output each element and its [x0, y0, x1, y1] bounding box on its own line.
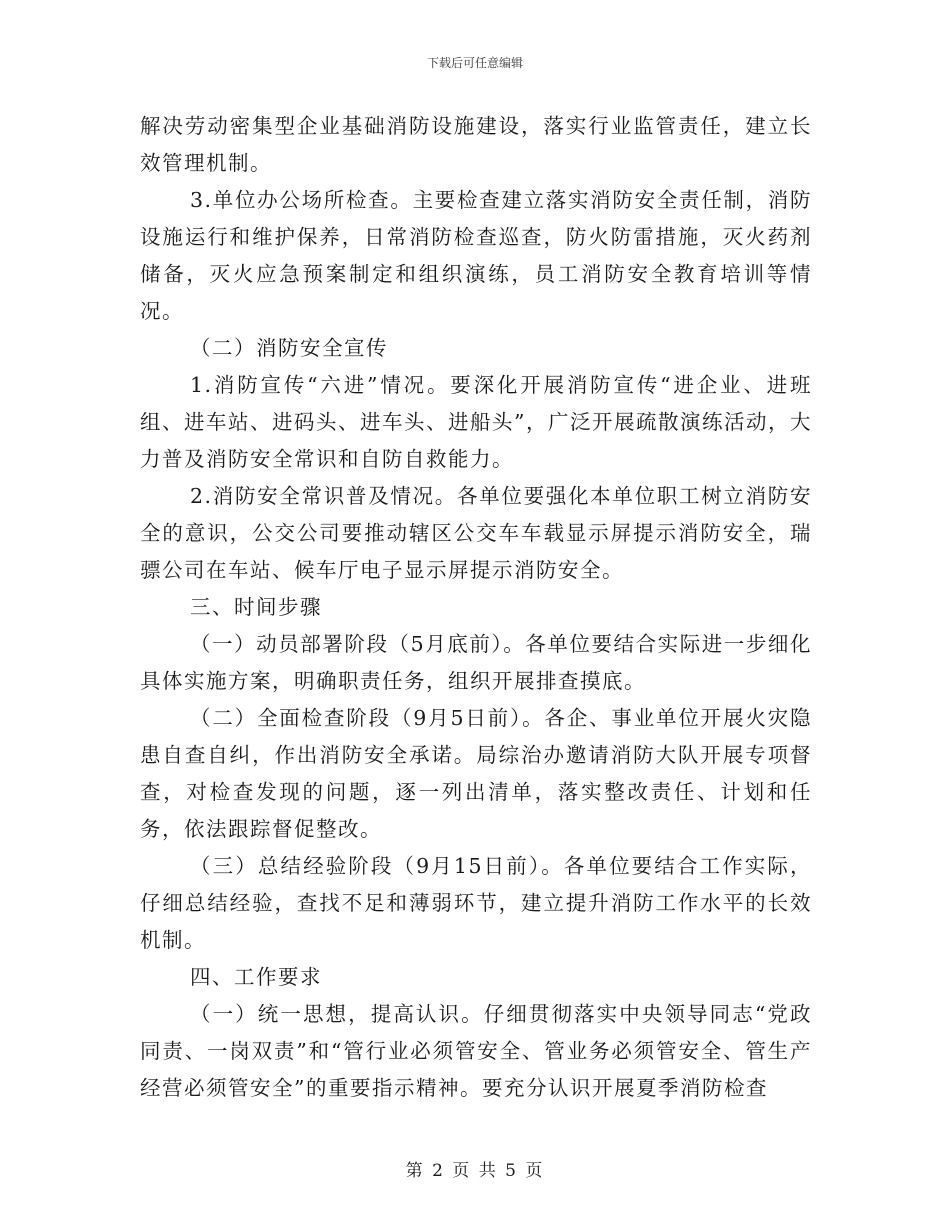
heading-work-requirements: 四、工作要求 — [190, 965, 322, 989]
paragraph-unify-thinking: （一）统一思想，提高认识。仔细贯彻落实中央领导同志“党政同责、一岗双责”和“管行业必须管安全、管业务必须管安全、管生产经营必须管安全”的重要指示精神。要充分认识开展夏季消防检查 — [140, 1002, 812, 1100]
paragraph-six-entries: 1.消防宣传“六进”情况。要深化开展消防宣传“进企业、进班组、进车站、进码头、进车头、进船头”，广泛开展疏散演练活动，大力普及消防安全常识和自防自救能力。 — [140, 373, 812, 471]
paragraph-office-inspection: 3.单位办公场所检查。主要检查建立落实消防安全责任制，消防设施运行和维护保养，日常消防检查巡查，防火防雷措施，灭火药剂储备，灭火应急预案制定和组织演练，员工消防安全教育培训等情况。 — [140, 188, 812, 323]
paragraph-safety-knowledge: 2.消防安全常识普及情况。各单位要强化本单位职工树立消防安全的意识，公交公司要推动辖区公交车车载显示屏提示消防安全，瑞骠公司在车站、候车厅电子显示屏提示消防安全。 — [140, 484, 812, 582]
page-number: 第 2 页 共 5 页 — [405, 1161, 545, 1181]
paragraph-summary-stage: （三）总结经验阶段（9月15日前）。各单位要结合工作实际，仔细总结经验，查找不足和薄弱环节，建立提升消防工作水平的长效机制。 — [140, 854, 812, 952]
paragraph-continuation: 解决劳动密集型企业基础消防设施建设，落实行业监管责任，建立长效管理机制。 — [140, 114, 812, 175]
header-note: 下载后可任意编辑 — [426, 56, 523, 70]
document-body — [140, 108, 812, 1107]
paragraph-mobilization-stage: （一）动员部署阶段（5月底前）。各单位要结合实际进一步细化具体实施方案，明确职责任务，组织开展排查摸底。 — [140, 632, 812, 693]
paragraph-inspection-stage: （二）全面检查阶段（9月5日前）。各企、事业单位开展火灾隐患自查自纠，作出消防安全承诺。局综治办邀请消防大队开展专项督查，对检查发现的问题，逐一列出清单，落实整改责任、计划和任务，依法跟踪督促整改。 — [140, 706, 812, 841]
subheading-fire-safety-publicity: （二）消防安全宣传 — [190, 336, 388, 360]
heading-time-steps: 三、时间步骤 — [190, 595, 322, 619]
